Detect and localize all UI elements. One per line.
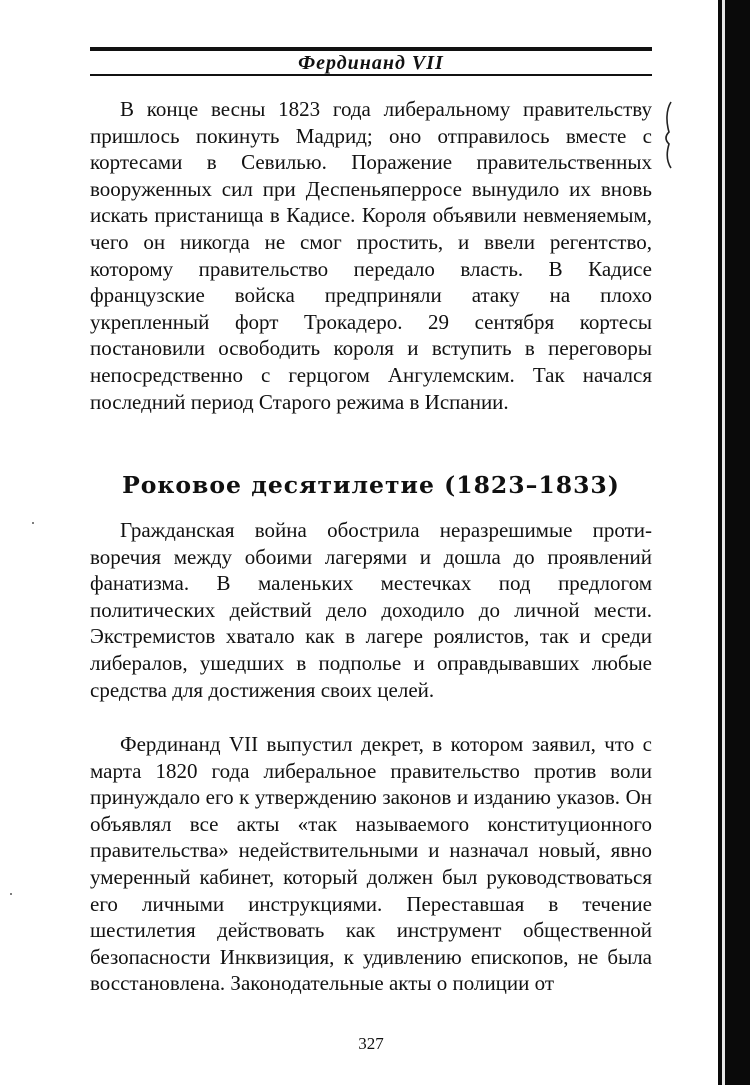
page-number: 327 <box>358 1034 384 1053</box>
paragraph-3: Фердинанд VII выпустил декрет, в котором заявил, что с марта 1820 года либеральное правительство против воли принуждало его к утверждению законов и изданию указов. Он объявлял все акты «так называемого конституционного правительства» недействительными и назначал новый, явно умеренный кабинет, который должен был руководствоваться его личными инструкциями. Переставшая в течение шестилетия действовать как инструмент общественной безопасности Инквизиция, к удивлению епископов, не была восстановлена. Законодательные акты о полиции от <box>90 732 652 996</box>
paragraph-1: В конце весны 1823 года либеральному правительству пришлось покинуть Мадрид; оно отправилось вместе с кортесами в Севилью. Поражение правительственных вооруженных сил при Деспеньяперросе вынудило их вновь искать пристанища в Кадисе. Короля объявили невменяемым, чего он никогда не смог простить, и ввели регентство, которому правительство передало власть. В Кадисе французские войска предприняли атаку на плохо укрепленный форт Трокадеро. 29 сентября кортесы постановили освободить короля и вступить в переговоры непосредственно с герцогом Ангулемским. Так начался последний период Старого режима в Испании. <box>90 97 652 414</box>
section-heading: Роковое десятилетие (1823–1833) <box>122 471 620 499</box>
paragraph-2: Гражданская война обострила неразрешимые противоречия между обоими лагерями и дошла до проявлений фанатизма. В маленьких местечках под предлогом политических действий дело доходило до личной мести. Экстремистов хватало как в лагере роялистов, так и среди либералов, ушедших в подполье и оправдывавших любые средства для достижения своих целей. <box>90 518 652 702</box>
scan-speck <box>10 893 12 895</box>
spine-edge-highlight <box>722 0 725 1085</box>
header-rule-bottom <box>90 74 652 76</box>
header-rule-top <box>90 47 652 51</box>
scan-speck <box>32 522 34 524</box>
running-head: Фердинанд VII <box>298 52 444 74</box>
margin-brace-mark <box>664 100 674 170</box>
